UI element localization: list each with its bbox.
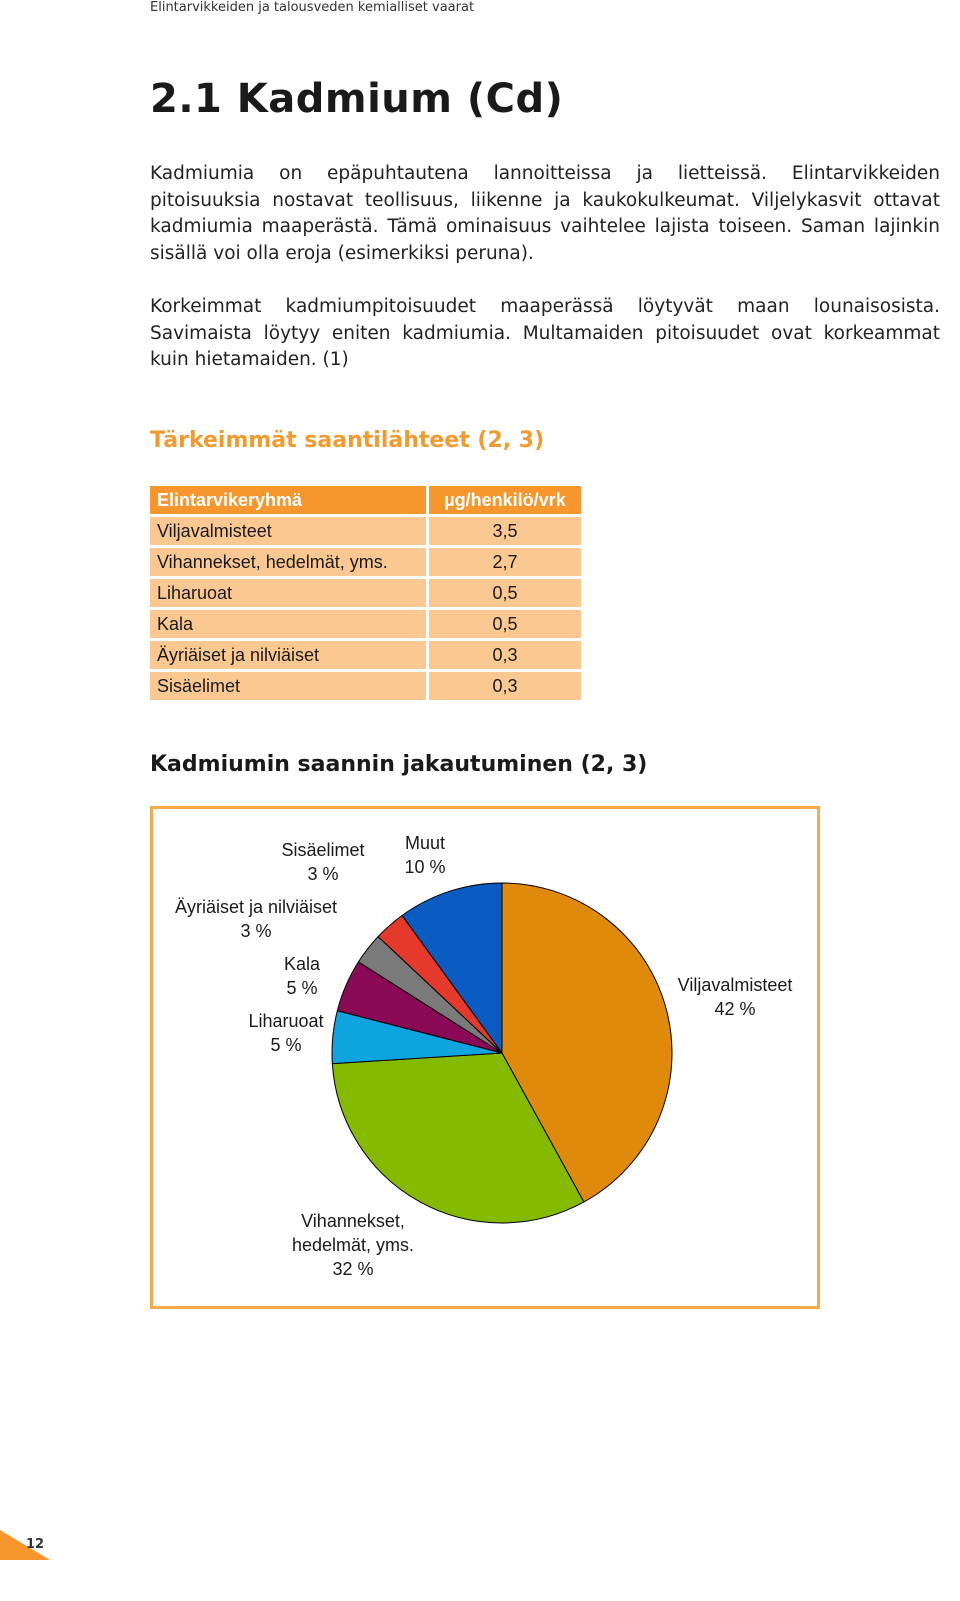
food-group-cell: Sisäelimet <box>150 672 426 700</box>
table-row <box>150 548 581 576</box>
intake-value-cell: 3,5 <box>429 517 581 545</box>
intake-value-cell: 0,3 <box>429 641 581 669</box>
sources-heading: Tärkeimmät saantilähteet (2, 3) <box>150 428 545 453</box>
chart-heading: Kadmiumin saannin jakautuminen (2, 3) <box>150 752 648 777</box>
food-group-cell: Vihannekset, hedelmät, yms. <box>150 548 426 576</box>
running-head: Elintarvikkeiden ja talousveden kemialliset vaarat <box>150 0 475 15</box>
food-group-cell: Liharuoat <box>150 579 426 607</box>
column-header-food-group: Elintarvikeryhmä <box>150 486 426 514</box>
slice-label-liharuoat: Liharuoat 5 % <box>248 1011 324 1055</box>
intake-value-cell: 0,5 <box>429 579 581 607</box>
table-row <box>150 579 581 607</box>
slice-label-ayriaiset: Äyriäiset ja nilviäiset 3 % <box>174 897 338 941</box>
intake-table <box>147 483 584 703</box>
intake-value-cell: 2,7 <box>429 548 581 576</box>
intake-value-cell: 0,5 <box>429 610 581 638</box>
slice-label-viljavalmisteet: Viljavalmisteet 42 % <box>677 975 793 1019</box>
pie-chart <box>153 809 817 1306</box>
slice-label-sisaelimet: Sisäelimet 3 % <box>281 840 365 884</box>
table-row <box>150 517 581 545</box>
pie-chart-frame <box>150 806 820 1309</box>
intro-paragraph-1: Kadmiumia on epäpuhtautena lannoitteissa ja lietteissä. Elintarvikkeiden pitoisuuksia nostavat teollisuus, liikenne ja kaukokulkeumat. Viljelykasvit ottavat kadmiumia maaperästä. Tämä ominaisuus vaihtelee lajista toiseen. Saman lajinkin sisällä voi olla eroja (esimerkiksi peruna). <box>150 163 940 264</box>
slice-label-kala: Kala 5 % <box>283 954 321 998</box>
intake-value-cell: 0,3 <box>429 672 581 700</box>
food-group-cell: Äyriäiset ja nilviäiset <box>150 641 426 669</box>
page-number: 12 <box>26 1537 45 1552</box>
slice-label-vihannekset: Vihannekset, hedelmät, yms. 32 % <box>291 1211 415 1279</box>
food-group-cell: Kala <box>150 610 426 638</box>
table-row <box>150 641 581 669</box>
food-group-cell: Viljavalmisteet <box>150 517 426 545</box>
table-header-row <box>150 486 581 514</box>
page-title: 2.1 Kadmium (Cd) <box>150 76 564 122</box>
table-row <box>150 672 581 700</box>
slice-label-muut: Muut 10 % <box>404 833 446 877</box>
column-header-intake: µg/henkilö/vrk <box>429 486 581 514</box>
intro-paragraph-2: Korkeimmat kadmiumpitoisuudet maaperässä löytyvät maan lounaisosista. Savimaista löytyy eniten kadmiumia. Multamaiden pitoisuudet ovat korkeammat kuin hietamaiden. (1) <box>150 296 940 370</box>
table-row <box>150 610 581 638</box>
